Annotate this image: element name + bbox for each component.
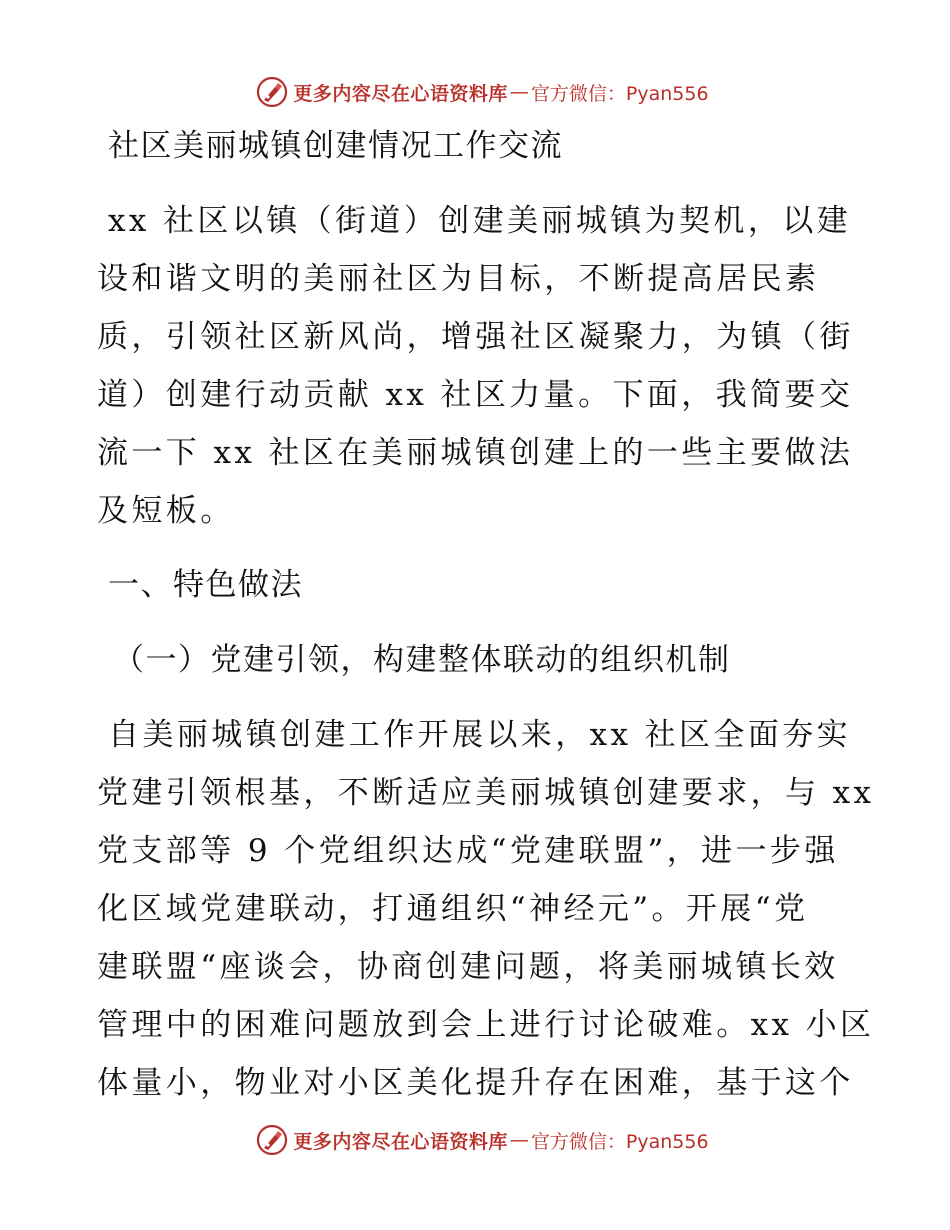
watermark-text: 更多内容尽在心语资料库	[293, 1130, 508, 1153]
pen-logo-icon	[255, 75, 289, 109]
paragraph-line: 道）创建行动贡献 xx 社区力量。下面，我简要交	[97, 377, 854, 413]
watermark-dash: —	[509, 81, 529, 103]
watermark-text: 更多内容尽在心语资料库	[293, 82, 508, 105]
paragraph-line: 管理中的困难问题放到会上进行讨论破难。xx 小区	[97, 1007, 875, 1043]
pen-logo-icon	[255, 1123, 289, 1157]
paragraph-line: 设和谐文明的美丽社区为目标，不断提高居民素	[97, 261, 820, 297]
paragraph-line: 建联盟“座谈会，协商创建问题，将美丽城镇长效	[97, 949, 839, 985]
paragraph-line: 质，引领社区新风尚，增强社区凝聚力，为镇（街	[97, 319, 854, 355]
paragraph-line: 党建引领根基，不断适应美丽城镇创建要求，与 xx	[97, 775, 875, 811]
paragraph-line: 党支部等 9 个党组织达成“党建联盟”，进一步强	[97, 833, 839, 869]
section-heading: 一、特色做法	[108, 567, 303, 603]
paragraph-line: 化区域党建联动，打通组织“神经元”。开展“党	[97, 891, 809, 927]
paragraph-line: 自美丽城镇创建工作开展以来，xx 社区全面夯实	[108, 717, 852, 753]
watermark-contact: 官方微信：Pyan556	[530, 82, 709, 105]
paragraph-line: 流一下 xx 社区在美丽城镇创建上的一些主要做法	[97, 435, 854, 471]
watermark-contact: 官方微信：Pyan556	[530, 1130, 709, 1153]
watermark-banner-bottom	[0, 1120, 950, 1160]
paragraph-line: 及短板。	[97, 493, 235, 529]
document-title: 社区美丽城镇创建情况工作交流	[108, 128, 563, 164]
paragraph-line: xx 社区以镇（街道）创建美丽城镇为契机，以建	[108, 203, 852, 239]
watermark-dash: —	[509, 1129, 529, 1151]
paragraph-line: 体量小，物业对小区美化提升存在困难，基于这个	[97, 1065, 854, 1101]
subsection-heading: （一）党建引领，构建整体联动的组织机制	[113, 642, 731, 678]
watermark-banner-top	[0, 72, 950, 112]
